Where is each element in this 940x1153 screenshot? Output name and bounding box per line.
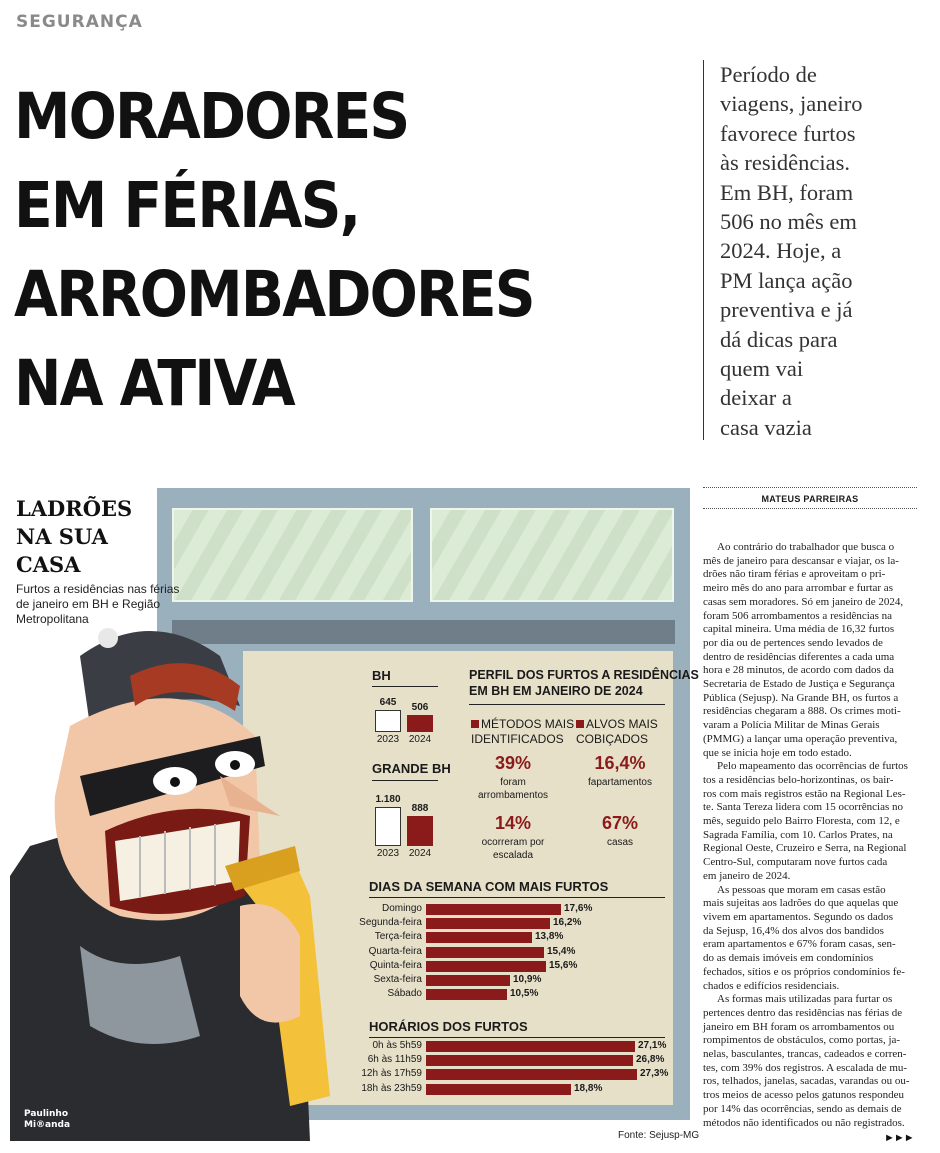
bar	[426, 918, 550, 929]
bar	[426, 932, 532, 943]
article-line: As pessoas que moram em casas estão	[717, 883, 886, 896]
bar-2024	[407, 816, 433, 846]
pct-value: 67%	[601, 813, 639, 833]
article-line: Pública (Sejusp). Na Grande BH, os furtos a	[703, 691, 899, 704]
window-pane-left	[172, 508, 413, 602]
deck-line: 506 no mês em	[720, 209, 857, 235]
headline-line: ARROMBADORES	[14, 258, 534, 331]
credit-line: Paulinho	[24, 1109, 69, 1119]
deck-line: quem vai	[720, 356, 804, 382]
infographic-title-line: LADRÕES	[16, 496, 133, 521]
bar-2023	[375, 710, 401, 732]
article-line: do as demais imóveis em condomínios	[703, 952, 874, 965]
bar	[426, 1055, 633, 1066]
bar-category-label: 18h às 23h59	[361, 1082, 422, 1094]
bar-2024	[407, 715, 433, 732]
legend-metodos	[471, 717, 574, 747]
infographic-title	[16, 495, 132, 579]
bar-value-label: 15,6%	[549, 959, 578, 971]
article-line: Sagrada Família, com 10. Carlos Prates, na	[703, 828, 893, 841]
bar-category-label: 0h às 5h59	[372, 1040, 422, 1051]
bar-category-label: Quarta-feira	[368, 945, 422, 957]
window-pane-right	[430, 508, 674, 602]
article-line: ros, telhados, janelas, sacadas, varandas ou ou-	[703, 1075, 910, 1088]
article-line: (PMMG) a lançar uma operação preventiva,	[703, 732, 898, 745]
article-line: pertences dentro das residências nas férias de	[703, 1006, 903, 1019]
headline-line: NA ATIVA	[14, 347, 294, 420]
grande-bh-label: GRANDE BH	[372, 761, 451, 776]
legend-alvos	[576, 717, 658, 747]
infographic-subtitle-line: Metropolitana	[16, 612, 89, 626]
bar	[426, 904, 561, 915]
article-line: ros com mais registros estão na Regional Les-	[703, 787, 906, 800]
deck-line: viagens, janeiro	[720, 91, 863, 117]
article-line: te. Santa Tereza lidera com 15 ocorrências no	[703, 801, 903, 814]
article-line: meiro mês do ano para arrombar e furtar as	[703, 582, 893, 595]
pct-value: 14%	[494, 813, 532, 833]
article-line: mês de janeiro para descansar e viajar, os la-	[703, 554, 899, 567]
article-line: residências chegaram a 888. Os crimes moti-	[703, 705, 901, 718]
pct-value: 16,4%	[594, 753, 646, 773]
bar-value-label: 27,3%	[640, 1068, 669, 1080]
pct-desc: casas	[606, 837, 634, 848]
bar-category-label: Quinta-feira	[369, 959, 422, 971]
bar-category-label: Terça-feira	[374, 931, 422, 943]
source-note: Fonte: Sejusp-MG	[618, 1130, 700, 1141]
year-label: 2024	[408, 848, 432, 859]
bar	[426, 1041, 635, 1052]
bar-2023	[375, 807, 401, 846]
deck-line: Em BH, foram	[720, 179, 854, 205]
credit-line: Mi®anda	[24, 1120, 71, 1130]
legend-text: IDENTIFICADOS	[471, 732, 564, 746]
deck	[703, 60, 923, 440]
article-line: Secretaria de Estado de Justiça e Segurança	[703, 678, 895, 691]
article-line: tes, com 39% dos registros. A escalada de mu-	[703, 1061, 908, 1074]
bar-category-label: Sexta-feira	[373, 974, 422, 985]
pct-desc: foram arrombamentos	[477, 777, 549, 801]
grande-bh-rule	[372, 780, 438, 781]
article-line: mais sujeitas aos ladrões do que aquelas que	[703, 897, 899, 910]
deck-line: às residências.	[720, 150, 850, 176]
article-line: foram 506 arrombamentos a residências na	[703, 609, 893, 622]
pct-value: 39%	[494, 753, 532, 773]
perfil-title-line: EM BH EM JANEIRO DE 2024	[469, 684, 643, 698]
infographic-title-line: NA SUA	[16, 524, 108, 549]
perfil-title	[469, 667, 699, 699]
bar-value-label: 13,8%	[535, 931, 564, 943]
bar-value-label: 10,5%	[510, 988, 539, 1000]
legend-text: MÉTODOS MAIS	[481, 717, 575, 731]
deck-line: favorece furtos	[720, 120, 856, 146]
dias-rule	[369, 897, 665, 898]
article-line: Centro-Sul, computaram nove furtos cada	[703, 856, 888, 869]
bar	[426, 1084, 571, 1095]
horarios-rule	[369, 1037, 665, 1038]
bar	[426, 1069, 637, 1080]
bar	[426, 989, 507, 1000]
deck-line: deixar a	[720, 385, 792, 411]
legend-text: COBIÇADOS	[576, 732, 649, 746]
legend-text: ALVOS MAIS	[586, 717, 658, 731]
deck-line: 2024. Hoje, a	[720, 238, 842, 264]
article-line: por 14% das ocorrências, sendo as demais de	[703, 1102, 902, 1115]
bar-value-label: 15,4%	[547, 945, 576, 957]
year-label: 2023	[376, 734, 400, 745]
horarios-title: HORÁRIOS DOS FURTOS	[369, 1019, 528, 1034]
infographic-subtitle-line: de janeiro em BH e Região	[16, 597, 161, 611]
infographic-subtitle-line: Furtos a residências nas férias	[16, 582, 180, 596]
deck-line: preventiva e já	[720, 297, 853, 323]
article-line: tros meios de acesso pelos gatunos respondeu	[703, 1089, 905, 1102]
article-line: nelas, basculantes, trancas, cadeados e corren-	[703, 1048, 907, 1061]
article-line: As formas mais utilizadas para furtar os	[717, 993, 893, 1006]
legend-swatch	[576, 720, 584, 728]
perfil-rule	[469, 704, 665, 705]
deck-line: Período de	[720, 62, 817, 87]
bar-value: 506	[411, 702, 429, 713]
bar	[426, 961, 546, 972]
article-line: fechados, sítios e os próprios condomínios fe-	[703, 965, 905, 978]
article-line: eram apartamentos e 67% foram casas, sen-	[703, 938, 896, 951]
bar-value: 645	[379, 697, 397, 708]
illustrator-credit	[24, 1109, 70, 1131]
headline-line: MORADORES	[14, 80, 409, 153]
legend-swatch	[471, 720, 479, 728]
article-line: drões não tiram férias e aproveitam o pri-	[703, 568, 886, 581]
article-line: da Sejusp, 16,4% dos alvos dos bandidos	[703, 924, 884, 937]
year-label: 2024	[408, 734, 432, 745]
deck-line: casa vazia	[720, 414, 812, 440]
dias-title: DIAS DA SEMANA COM MAIS FURTOS	[369, 879, 609, 894]
bar-category-label: Segunda-feira	[359, 917, 422, 929]
bar-value: 1.180	[375, 794, 401, 805]
article-body	[703, 541, 919, 1130]
article-line: varam a Polícia Militar de Minas Gerais	[703, 719, 880, 732]
year-label: 2023	[376, 848, 400, 859]
article-line: que se inicia hoje em todo estado.	[703, 746, 852, 759]
bh-label: BH	[372, 668, 391, 683]
deck-line: dá dicas para	[720, 326, 838, 352]
bar-category-label: Sábado	[387, 988, 422, 1000]
article-line: dentro de residências diferentes a cada uma	[703, 650, 895, 663]
article-line: tos a residências belo-horizontinas, os bair-	[703, 773, 894, 786]
bar-value-label: 26,8%	[636, 1054, 665, 1066]
article-line: casas sem moradores. Só em janeiro de 2024,	[703, 595, 904, 608]
article-line: chados e edifícios residenciais.	[703, 979, 840, 992]
bar-value-label: 17,6%	[564, 903, 593, 914]
byline: MATEUS PARREIRAS	[703, 487, 917, 509]
bar-value-label: 10,9%	[513, 974, 542, 985]
deck-line: PM lança ação	[720, 267, 853, 293]
bar-value: 888	[411, 803, 429, 814]
article-line: em janeiro de 2024.	[703, 869, 791, 882]
headline	[14, 72, 674, 428]
article-line: métodos não identificados ou não registrados.	[703, 1116, 905, 1129]
article-line: Regional Oeste, Cruzeiro e Serra, na Regional	[703, 842, 907, 855]
perfil-title-line: PERFIL DOS FURTOS A RESIDÊNCIAS	[469, 668, 699, 682]
article-line: janeiro em BH foram os arrombamentos ou	[703, 1020, 895, 1033]
bar-category-label: 6h às 11h59	[367, 1054, 422, 1066]
section-tag: SEGURANÇA	[16, 12, 143, 32]
bar	[426, 947, 544, 958]
article-line: mês, seguido pelo Bairro Floresta, com 12, e	[703, 815, 900, 828]
article-line: rompimentos de obstáculos, como portas, ja-	[703, 1034, 901, 1047]
bh-rule	[372, 686, 438, 687]
article-line: Ao contrário do trabalhador que busca o	[717, 541, 895, 553]
bar-value-label: 16,2%	[553, 917, 582, 929]
continue-arrows: ►►►	[884, 1132, 914, 1144]
article-line: por dia ou de pertences sendo levados de	[703, 636, 883, 649]
article-line: capital mineira. Uma média de 16,32 furtos	[703, 623, 895, 636]
bar-category-label: 12h às 17h59	[361, 1068, 422, 1080]
bar	[426, 975, 510, 986]
bar-value-label: 27,1%	[638, 1040, 667, 1051]
article-line: Pelo mapeamento das ocorrências de furtos	[717, 760, 908, 773]
bar-category-label: Domingo	[381, 903, 422, 914]
burglar-illustration	[10, 616, 355, 1141]
article-line: hora e 28 minutos, de acordo com dados da	[703, 664, 894, 677]
pct-desc: fapartamentos	[588, 777, 652, 788]
article-line: vivem em apartamentos. Segundo os dados	[703, 910, 894, 923]
bar-value-label: 18,8%	[574, 1082, 603, 1094]
infographic-title-line: CASA	[16, 552, 81, 577]
pct-desc: ocorreram por escalada	[481, 837, 545, 861]
headline-line: EM FÉRIAS,	[14, 169, 360, 242]
